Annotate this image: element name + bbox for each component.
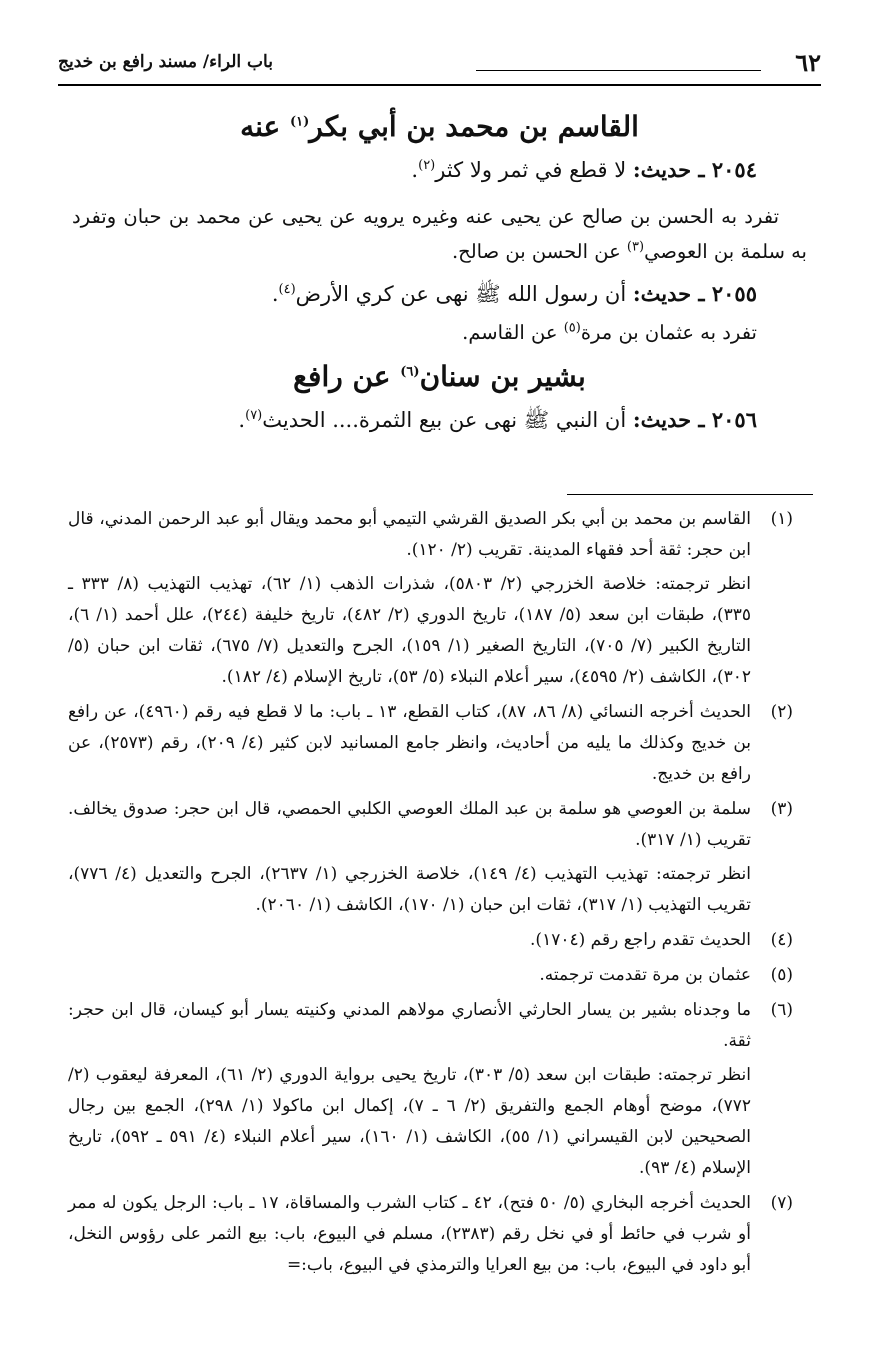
footnote-number: (٥) [770, 965, 793, 985]
section-title-qasim [66, 110, 813, 143]
section-title-text: بشير بن سنان [419, 360, 586, 393]
footnote-2 [68, 697, 793, 790]
footnote-ref: (٢) [418, 158, 436, 173]
section-title-suffix: عن رافع [293, 360, 401, 393]
hadith-number: ٢٠٥٦ ـ حديث: [632, 407, 757, 432]
paragraph-2054-note [72, 199, 807, 269]
footnote-text: انظر ترجمته: خلاصة الخزرجي (٢/ ٥٨٠٣)، شذرات الذهب (١/ ٦٢)، تهذيب التهذيب (٨/ ٣٣٣ ـ ٣٣٥)، طبقات ابن سعد (٥/ ١٨٧)، تاريخ الدوري (٢/ ٤٨٢)، تاريخ خليفة (٢٤٤)، علل أحمد (١/ ٦)، التاريخ الكبير (٧/ ٧٠٥)، التاريخ الصغير (١/ ١٥٩)، الجرح والتعديل (٧/ ٦٧٥)، ثقات ابن حبان (٥/ ٣٠٢)، الكاشف (٢/ ٤٥٩٥)، سير أعلام النبلاء (٥/ ٥٣)، تاريخ الإسلام (٤/ ١٨٢). [68, 574, 752, 687]
footnote-text: انظر ترجمته: تهذيب التهذيب (٤/ ١٤٩)، خلاصة الخزرجي (١/ ٢٦٣٧)، الجرح والتعديل (٤/ ٧٧٦)، تقريب التهذيب (١/ ٣١٧)، ثقات ابن حبان (١/ ١٧٠)، الكاشف (١/ ٢٠٦٠). [68, 864, 751, 915]
main-text [66, 110, 813, 441]
footnote-ref: (٥) [563, 320, 581, 336]
section-title-bashir [66, 360, 813, 393]
hadith-end: . [411, 158, 419, 182]
footnote-text: انظر ترجمته: طبقات ابن سعد (٥/ ٣٠٣)، تاريخ يحيى برواية الدوري (٢/ ٦١)، المعرفة ليعقوب (٢/ ٧٧٢)، موضح أوهام الجمع والتفريق (٢/ ٦ ـ ٧)، إكمال ابن ماكولا (١/ ٢٩٨)، الجمع بين رجال الصحيحين لابن القيسراني (١/ ٥٥)، الكاشف (١/ ١٦٠)، سير أعلام النبلاء (٤/ ٥٩١ ـ ٥٩٢)، تاريخ الإسلام (٤/ ٩٣). [68, 1065, 751, 1178]
note-text: تفرد به عثمان بن مرة [580, 321, 757, 344]
hadith-number: ٢٠٥٥ ـ حديث: [632, 281, 757, 306]
hadith-2056 [66, 399, 757, 441]
hadith-text: لا قطع في ثمر ولا كثر [435, 158, 633, 182]
footnote-ref: (٦) [400, 364, 420, 380]
footnote-1 [68, 504, 793, 693]
header-rule [58, 84, 821, 86]
hadith-end: . [271, 282, 279, 306]
footnote-text: ما وجدناه بشير بن يسار الحارثي الأنصاري مولاهم المدني وكنيته يسار أبو كيسان، قال ابن حجر: ثقة. [68, 1000, 751, 1051]
note-end: عن القاسم. [462, 321, 564, 344]
paragraph-text: تفرد به الحسن بن صالح عن يحيى عنه وغيره يرويه عن يحيى عن محمد بن حبان وتفرد به سلمة بن العوصي [72, 205, 807, 263]
footnote-ref: (١) [289, 114, 310, 130]
footnote-text: عثمان بن مرة تقدمت ترجمته. [539, 965, 751, 985]
footnote-3 [68, 794, 793, 921]
hadith-end: . [238, 408, 246, 432]
paragraph-end: عن الحسن بن صالح. [451, 240, 627, 263]
running-title: باب الراء/ مسند رافع بن خديج [58, 52, 273, 72]
footnote-text: الحديث أخرجه النسائي (٨/ ٨٦، ٨٧)، كتاب القطع، ١٣ ـ باب: ما لا قطع فيه رقم (٤٩٦٠)، عن رافع بن خديج وكذلك ما يليه من أحاديث، وانظر جامع المسانيد لابن كثير (٤/ ٢٠٩)، رقم (٢٥٧٣)، عن رافع بن خديج. [68, 702, 751, 784]
footnote-text: القاسم بن محمد بن أبي بكر الصديق القرشي التيمي أبو محمد ويقال أبو عبد الرحمن المدني، قال ابن حجر: ثقة أحد فقهاء المدينة. تقريب (٢/ ١٢٠). [68, 509, 751, 560]
footnote-ref: (٧) [245, 408, 263, 423]
section-title-text: القاسم بن محمد بن أبي بكر [309, 110, 639, 143]
footnote-ref: (٤) [278, 282, 296, 297]
hadith-2055 [66, 273, 757, 315]
section-title-suffix: عنه [240, 110, 290, 143]
footnote-number: (٤) [770, 930, 793, 950]
footnote-text: الحديث تقدم راجع رقم (١٧٠٤). [530, 930, 751, 950]
page-number: ٦٢ [795, 48, 821, 77]
hadith-text: أن النبي ﷺ نهى عن بيع الثمرة.... الحديث [262, 408, 633, 432]
footnotes [68, 504, 793, 1285]
footnote-ref: (٣) [626, 239, 645, 255]
footnote-7 [68, 1188, 793, 1281]
header-short-rule [476, 70, 761, 71]
footnote-5 [68, 960, 793, 991]
footnote-text: الحديث أخرجه البخاري (٥/ ٥٠ فتح)، ٤٢ ـ كتاب الشرب والمساقاة، ١٧ ـ باب: الرجل يكون له ممر أو شرب في حائط أو في نخل رقم (٢٣٨٣)، مسلم في البيوع، باب: بيع الثمر على رؤوس النخل، أبو داود في البيوع، باب: من بيع العرايا والترمذي في البيوع، باب:= [68, 1193, 751, 1275]
footnote-separator [567, 494, 813, 495]
hadith-text: أن رسول الله ﷺ نهى عن كري الأرض [295, 282, 633, 306]
footnote-4 [68, 925, 793, 956]
footnote-number: (٦) [770, 1000, 793, 1020]
footnote-text: سلمة بن العوصي هو سلمة بن عبد الملك العوصي الكلبي الحمصي، قال ابن حجر: صدوق يخالف. تقريب (١/ ٣١٧). [68, 799, 751, 850]
note-2055 [66, 315, 757, 350]
footnote-number: (٣) [770, 799, 793, 819]
footnote-number: (١) [770, 509, 793, 529]
footnote-number: (٢) [770, 702, 793, 722]
hadith-number: ٢٠٥٤ ـ حديث: [632, 157, 757, 182]
page-header [58, 48, 821, 84]
hadith-2054 [66, 149, 757, 191]
footnote-number: (٧) [770, 1193, 793, 1213]
footnote-6 [68, 995, 793, 1184]
